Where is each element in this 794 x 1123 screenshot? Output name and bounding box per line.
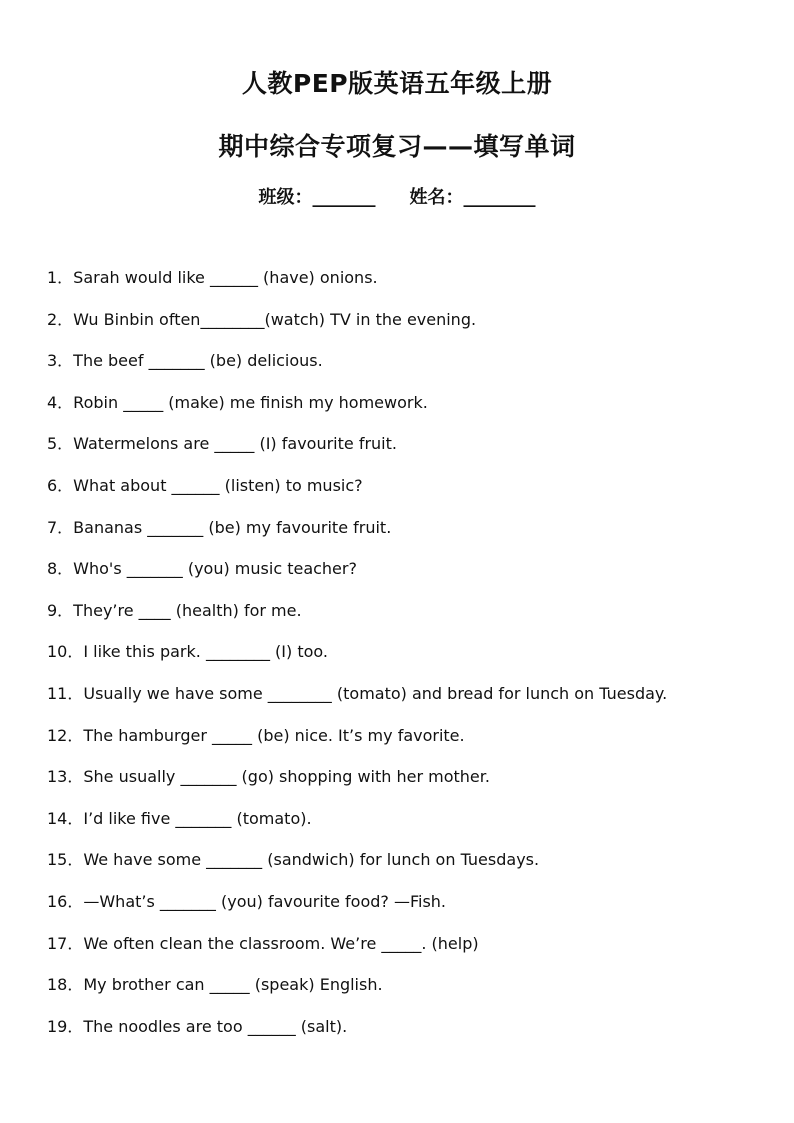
question-item: 1．Sarah would like ______ (have) onions. [47, 268, 378, 287]
question-item: 11．Usually we have some ________ (tomato) and bread for lunch on Tuesday. [47, 683, 668, 703]
question-item: 15．We have some _______ (sandwich) for lunch on Tuesdays. [47, 850, 540, 870]
question-item: 12．The hamburger _____ (be) nice. It’s my favorite. [47, 725, 465, 745]
question-item: 14．I’d like five _______ (tomato). [47, 808, 312, 828]
class-field-label: 班级：_______ [258, 187, 376, 208]
question-item: 9．They’re ____ (health) for me. [47, 600, 302, 620]
question-item: 16．—What’s _______ (you) favourite food? —Fish. [47, 891, 447, 911]
worksheet-title: 人教PEP版英语五年级上册 [241, 69, 553, 98]
question-item: 8．Who's _______ (you) music teacher? [47, 559, 357, 579]
student-info-line [0, 183, 794, 209]
question-item: 2．Wu Binbin often________(watch) TV in the evening. [47, 309, 477, 329]
question-item: 13．She usually _______ (go) shopping with her mother. [47, 767, 490, 787]
question-item: 10．I like this park. ________ (I) too. [47, 642, 328, 662]
question-item: 18．My brother can _____ (speak) English. [47, 975, 383, 995]
question-item: 7．Bananas _______ (be) my favourite fruit. [47, 517, 392, 537]
question-item: 4．Robin _____ (make) me finish my homework. [47, 392, 428, 412]
name-field-label: 姓名：________ [409, 187, 536, 208]
question-item: 3．The beef _______ (be) delicious. [47, 351, 323, 371]
question-list [47, 266, 767, 1056]
question-item: 6．What about ______ (listen) to music? [47, 475, 363, 495]
question-item: 17．We often clean the classroom. We’re _____. (help) [47, 933, 479, 953]
question-item: 5．Watermelons are _____ (I) favourite fruit. [47, 434, 397, 454]
worksheet-subtitle: 期中综合专项复习——填写单词 [218, 132, 576, 161]
question-item: 19．The noodles are too ______ (salt). [47, 1016, 348, 1036]
